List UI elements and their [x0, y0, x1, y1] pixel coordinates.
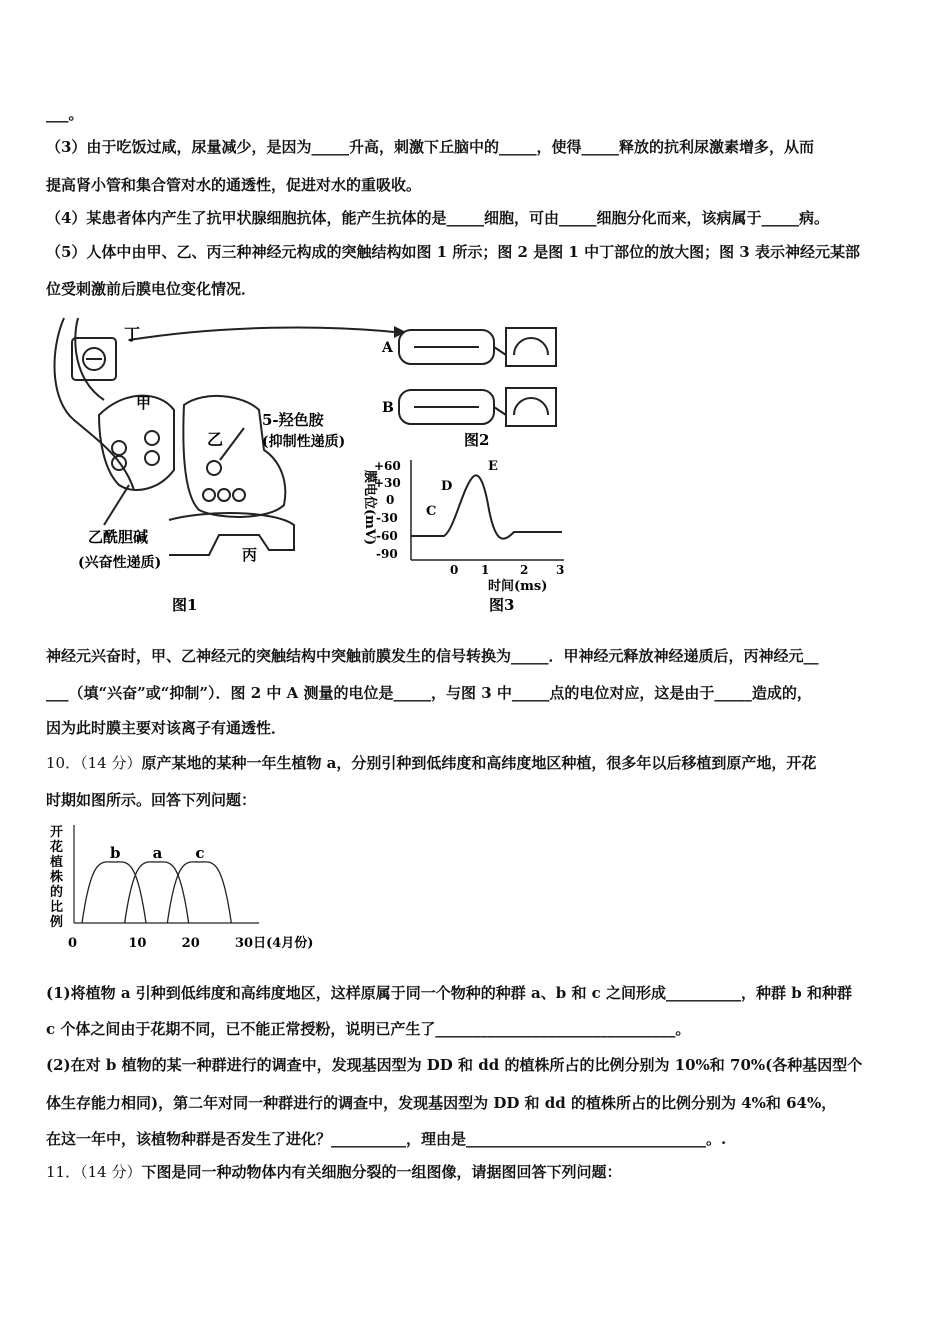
y-axis-label-char: 花: [50, 840, 64, 855]
fig3-ytick: -90: [376, 547, 398, 561]
fig3-xtick: 1: [481, 563, 490, 577]
fig3-ytick: -60: [376, 529, 398, 543]
question-number-10: 10．（14 分）: [46, 754, 142, 772]
text-line-15: 在这一年中，该植物种群是否发生了进化？__________，理由是________________________________。.: [46, 1130, 727, 1148]
vesicle: [207, 461, 221, 475]
y-axis-label-char: 的: [50, 885, 64, 900]
fig3-ylabel: 膜电位(mV): [362, 470, 377, 546]
x-tick-label: 20: [181, 936, 200, 951]
chart-curves: [82, 844, 231, 923]
arrow-5ht: [220, 428, 244, 460]
caption-fig1: 图1: [172, 596, 198, 614]
vesicle: [145, 431, 159, 445]
fig3-xtick: 0: [450, 563, 459, 577]
fig3-ytick: +30: [374, 476, 401, 490]
y-axis-label-char: 株: [50, 870, 64, 885]
axon-jia-path: [55, 318, 134, 490]
vesicle: [233, 489, 245, 501]
wire-b: [494, 407, 506, 415]
text-line-10: 时期如图所示。回答下列问题：: [46, 791, 257, 809]
vesicle: [218, 489, 230, 501]
question-10-text: 原产某地的某种一年生植物 a，分别引种到低纬度和高纬度地区种植，很多年以后移植到原产地，开花: [141, 754, 817, 772]
text-line-7: ___（填“兴奋”或“抑制”）．图 2 中 A 测量的电位是_____，与图 3 中_____点的电位对应，这是由于_____造成的，: [46, 684, 812, 702]
label-e: E: [488, 459, 498, 474]
fig3-xlabel: 时间(ms): [488, 579, 548, 594]
label-d: D: [441, 479, 453, 494]
arrow-ach: [104, 485, 129, 525]
neuron-figure: [44, 310, 584, 620]
y-axis-label-char: 植: [50, 855, 64, 870]
meter-b-dial: [514, 398, 548, 415]
caption-fig2: 图2: [464, 431, 490, 449]
label-jia: 甲: [136, 394, 152, 412]
fig3-xtick: 2: [520, 563, 529, 577]
y-axis-label: [49, 824, 63, 930]
text-line-9: [46, 753, 816, 773]
label-5ht: 5-羟色胺: [262, 411, 324, 429]
wire-a: [494, 347, 506, 355]
fig3-xtick: 3: [556, 563, 565, 577]
curve-label-b: b: [110, 844, 121, 862]
flowering-chart: [44, 820, 314, 955]
label-yi: 乙: [207, 430, 224, 449]
x-tick-label: 10: [128, 936, 147, 951]
label-c: C: [426, 504, 437, 519]
text-line-16: [46, 1162, 621, 1182]
text-line-0: ___。: [46, 105, 84, 123]
figure-2: [399, 328, 556, 426]
text-line-13: (2)在对 b 植物的某一种群进行的调查中，发现基因型为 DD 和 dd 的植株所占的比例分别为 10%和 70%(各种基因型个: [46, 1056, 863, 1074]
neuron-bing-terminal: [169, 513, 294, 555]
x-tick-label: 0: [68, 936, 78, 951]
curve-a: [125, 862, 189, 923]
label-5ht-note: (抑制性递质): [262, 434, 346, 450]
x-tick-label: 30日(4月份): [235, 936, 314, 951]
arrow-ding-to-fig2: [129, 327, 394, 340]
text-line-12: c 个体之间由于花期不同，已不能正常授粉，说明已产生了________________________________。: [46, 1020, 691, 1038]
chart-x-ticks: [68, 935, 313, 951]
text-line-11: (1)将植物 a 引种到低纬度和高纬度地区，这样原属于同一个物种的种群 a、b 和 c 之间形成__________，种群 b 和种群: [46, 984, 852, 1002]
meter-a-dial: [514, 338, 548, 355]
curve-b: [82, 862, 146, 923]
question-number-11: 11．（14 分）: [46, 1163, 142, 1181]
label-b: B: [382, 400, 394, 416]
fig3-ytick: -30: [376, 511, 398, 525]
text-line-6: 神经元兴奋时，甲、乙神经元的突触结构中突触前膜发生的信号转换为_____．甲神经元释放神经递质后，丙神经元__: [46, 647, 819, 665]
text-line-5: 位受刺激前后膜电位变化情况．: [46, 280, 257, 298]
y-axis-label-char: 开: [50, 825, 64, 840]
meter-a: [506, 328, 556, 366]
text-line-2: 提高肾小管和集合管对水的通透性，促进对水的重吸收。: [46, 176, 422, 194]
label-a: A: [382, 340, 393, 356]
text-line-8: 因为此时膜主要对该离子有通透性．: [46, 719, 287, 737]
fig3-ytick: +60: [374, 459, 401, 473]
y-axis-label-char: 例: [50, 915, 64, 930]
caption-fig3: 图3: [489, 596, 515, 614]
meter-b: [506, 388, 556, 426]
text-line-3: （4）某患者体内产生了抗甲状腺细胞抗体，能产生抗体的是_____细胞，可由_____细胞分化而来，该病属于_____病。: [46, 209, 829, 227]
vesicle: [112, 441, 126, 455]
label-ach-note: (兴奋性递质): [78, 555, 162, 571]
y-axis-label-char: 比: [50, 900, 64, 915]
label-ding: 丁: [124, 325, 141, 344]
question-11-text: 下图是同一种动物体内有关细胞分裂的一组图像，请据图回答下列问题：: [141, 1163, 622, 1181]
text-line-1: （3）由于吃饭过咸，尿量减少，是因为_____升高，刺激下丘脑中的_____，使得_____释放的抗利尿激素增多，从而: [46, 138, 814, 156]
label-ach: 乙酰胆碱: [88, 528, 149, 546]
text-line-14: 体生存能力相同)，第二年对同一种群进行的调查中，发现基因型为 DD 和 dd 的植株所占的比例分别为 4%和 64%，: [46, 1094, 837, 1112]
vesicle: [145, 451, 159, 465]
curve-label-a: a: [152, 844, 163, 862]
text-line-4: （5）人体中由甲、乙、丙三种神经元构成的突触结构如图 1 所示；图 2 是图 1 中丁部位的放大图；图 3 表示神经元某部: [46, 243, 860, 261]
figure-1: [55, 318, 406, 555]
vesicle: [203, 489, 215, 501]
curve-c: [167, 862, 231, 923]
label-bing: 丙: [242, 546, 258, 564]
curve-label-c: c: [195, 844, 205, 862]
fig3-ytick: 0: [386, 493, 395, 507]
